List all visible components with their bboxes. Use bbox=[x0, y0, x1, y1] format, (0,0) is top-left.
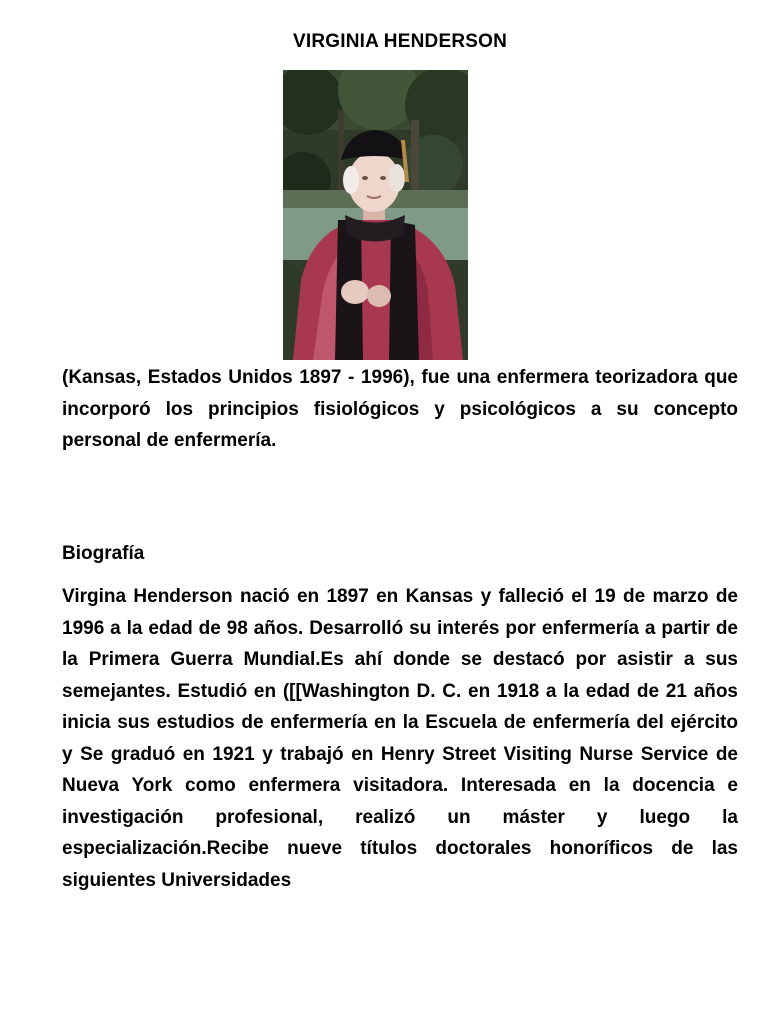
document-title: VIRGINIA HENDERSON bbox=[292, 31, 508, 52]
intro-paragraph: (Kansas, Estados Unidos 1897 - 1996), fue una enfermera teorizadora que incorporó los principios fisiológicos y psicológicos a su concepto personal de enfermería. bbox=[62, 367, 738, 451]
portrait-photo bbox=[283, 70, 468, 360]
biography-heading: Biografía bbox=[62, 543, 145, 564]
biography-paragraph: Virgina Henderson nació en 1897 en Kansas y falleció el 19 de marzo de 1996 a la edad de 98 años. Desarrolló su interés por enfermería a partir de la Primera Guerra Mundial.Es ahí donde se destacó por asistir a sus semejantes. Estudió en ([[Washington D. C. en 1918 a la edad de 21 años inicia sus estudios de enfermería en la Escuela de enfermería del ejército y Se graduó en 1921 y trabajó en Henry Street Visiting Nurse Service de Nueva York como enfermera visitadora. Interesada en la docencia e investigación profesional, realizó un máster y luego la especialización.Recibe nueve títulos doctorales honoríficos de las siguientes Universidades bbox=[62, 586, 738, 891]
